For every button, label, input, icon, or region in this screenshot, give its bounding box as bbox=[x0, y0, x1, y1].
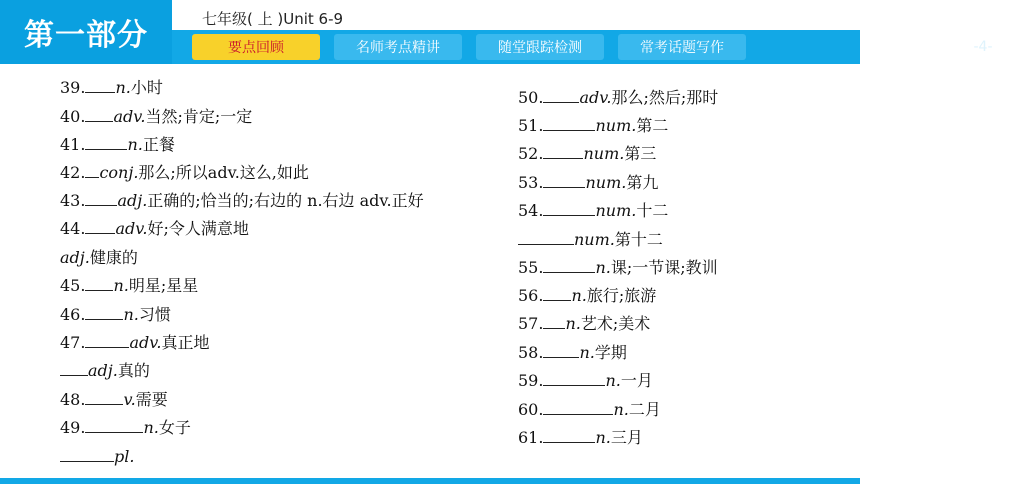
answer-blank bbox=[85, 135, 127, 150]
answer-blank bbox=[85, 107, 113, 122]
answer-blank bbox=[85, 305, 123, 320]
vocab-item-50: 50. adv.那么;然后;那时 bbox=[518, 88, 719, 107]
answer-blank bbox=[543, 116, 595, 131]
answer-blank bbox=[85, 163, 99, 178]
vocab-item-47b: adj.真的 bbox=[60, 360, 150, 382]
vocab-item-60: 60. n.二月 bbox=[518, 400, 661, 419]
course-title: 七年级( 上 )Unit 6-9 bbox=[202, 10, 344, 28]
vocab-item-44: 44. adv.好;令人满意地 bbox=[60, 219, 249, 238]
answer-blank bbox=[543, 173, 585, 188]
vocab-item-49: 49. n.女子 bbox=[60, 418, 191, 437]
vocab-item-41: 41. n.正餐 bbox=[60, 135, 175, 154]
vocab-item-57: 57. n.艺术;美术 bbox=[518, 314, 651, 333]
vocab-item-56: 56. n.旅行;旅游 bbox=[518, 286, 657, 305]
vocab-item-54: 54. num.十二 bbox=[518, 201, 669, 220]
tab-topic-writing[interactable]: 常考话题写作 bbox=[618, 34, 746, 60]
vocab-item-51: 51. num.第二 bbox=[518, 116, 669, 135]
answer-blank bbox=[85, 78, 115, 93]
answer-blank bbox=[543, 88, 579, 103]
answer-blank bbox=[543, 201, 595, 216]
vocab-item-47: 47. adv.真正地 bbox=[60, 333, 210, 352]
page-number: -4- bbox=[973, 39, 993, 55]
vocab-item-52: 52. num.第三 bbox=[518, 144, 657, 163]
bottom-accent-bar bbox=[0, 478, 860, 484]
vocab-item-46: 46. n.习惯 bbox=[60, 305, 171, 324]
vocab-item-53: 53. num.第九 bbox=[518, 173, 659, 192]
tab-bar bbox=[172, 30, 993, 64]
answer-blank bbox=[543, 314, 565, 329]
answer-blank bbox=[85, 333, 129, 348]
answer-blank bbox=[543, 400, 613, 415]
answer-blank bbox=[543, 258, 595, 273]
answer-blank bbox=[543, 286, 571, 301]
answer-blank bbox=[543, 144, 583, 159]
vocab-item-44b: adj.健康的 bbox=[60, 248, 138, 267]
answer-blank bbox=[518, 230, 574, 245]
vocab-item-40: 40. adv.当然;肯定;一定 bbox=[60, 107, 253, 126]
answer-blank bbox=[85, 276, 113, 291]
answer-blank bbox=[543, 343, 579, 358]
answer-blank bbox=[543, 428, 595, 443]
answer-blank bbox=[543, 371, 605, 386]
vocab-item-43: 43. adj.正确的;恰当的;右边的 n.右边 adv.正好 bbox=[60, 191, 424, 210]
vocab-item-59: 59. n.一月 bbox=[518, 371, 653, 390]
answer-blank bbox=[85, 390, 123, 405]
vocab-item-48: 48. v.需要 bbox=[60, 390, 168, 409]
vocab-item-54b: num.第十二 bbox=[518, 229, 663, 251]
section-title: 第一部分 bbox=[0, 0, 172, 64]
slide-header bbox=[0, 0, 993, 64]
vocab-item-55: 55. n.课;一节课;教训 bbox=[518, 258, 718, 277]
tab-teacher-lecture[interactable]: 名师考点精讲 bbox=[334, 34, 462, 60]
vocab-item-49b: pl. bbox=[60, 446, 134, 468]
answer-blank bbox=[85, 418, 143, 433]
answer-blank bbox=[85, 191, 117, 206]
vocab-item-45: 45. n.明星;星星 bbox=[60, 276, 199, 295]
vocab-item-61: 61. n.三月 bbox=[518, 428, 643, 447]
tab-key-points-review[interactable]: 要点回顾 bbox=[192, 34, 320, 60]
vocab-item-58: 58. n.学期 bbox=[518, 343, 627, 362]
answer-blank bbox=[60, 447, 114, 462]
vocab-item-39: 39. n.小时 bbox=[60, 78, 163, 97]
answer-blank bbox=[60, 361, 88, 376]
vocab-item-42: 42. conj.那么;所以adv.这么,如此 bbox=[60, 163, 309, 182]
answer-blank bbox=[85, 219, 115, 234]
tab-class-quiz[interactable]: 随堂跟踪检测 bbox=[476, 34, 604, 60]
